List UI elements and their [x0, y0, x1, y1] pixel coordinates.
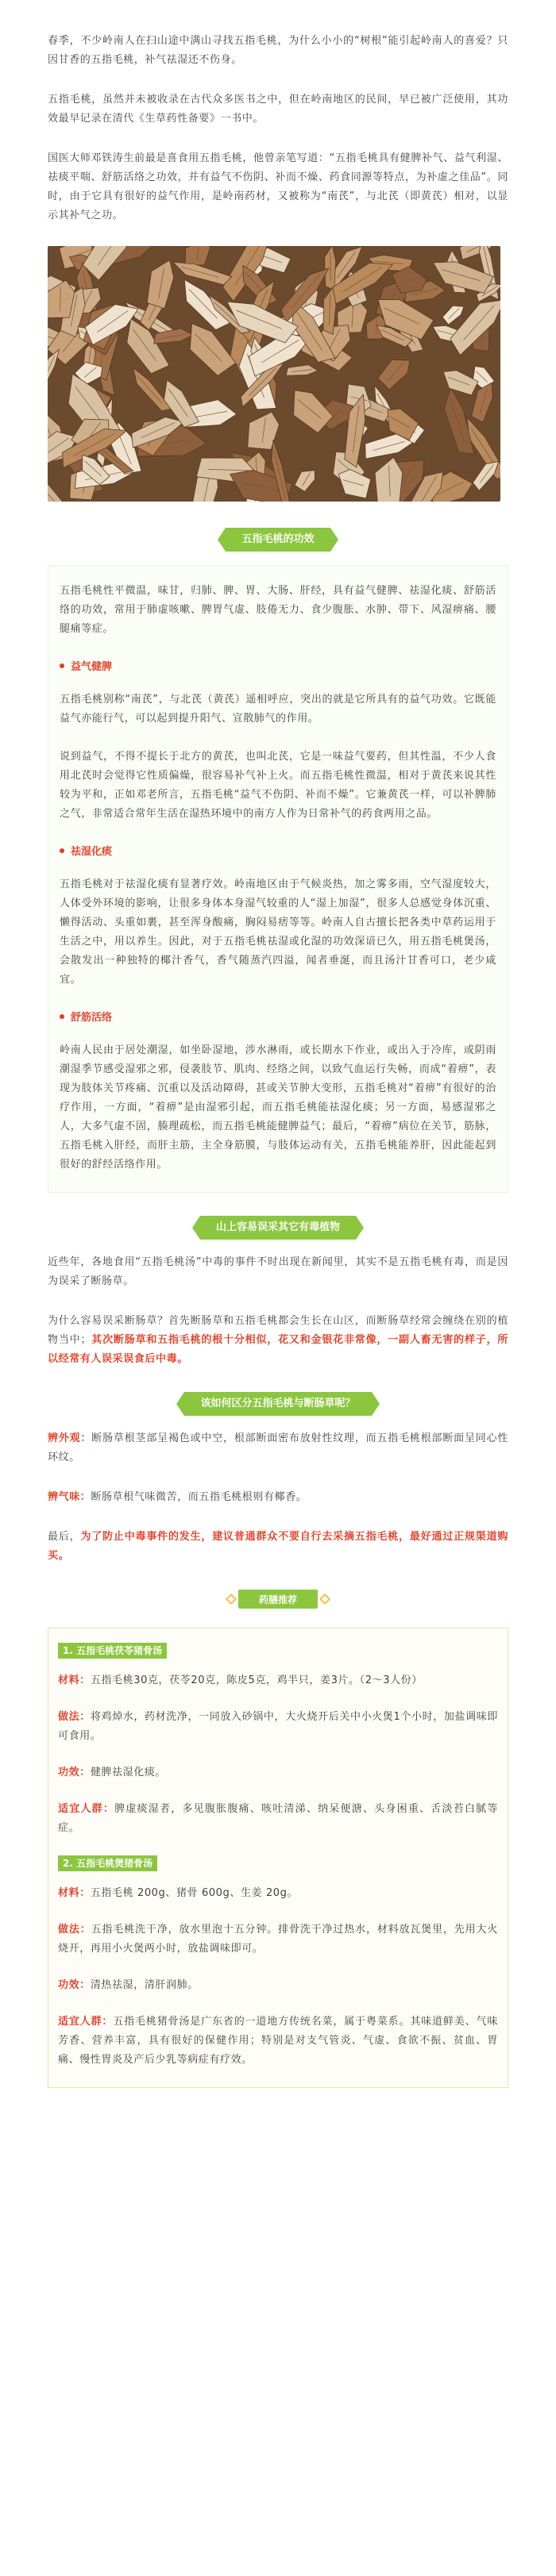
subheading-label: 舒筋活络	[71, 1012, 113, 1024]
line-label: 适宜人群：	[58, 2016, 114, 2028]
poison-paragraph-1: 近些年，各地食用“五指毛桃汤”中毒的事件不时出现在新闻里，其实不是五指毛桃有毒，而是因为误采了断肠草。	[48, 1256, 508, 1287]
line-text: 五指毛桃洗干净，放水里泡十五分钟。排骨洗干净过热水，材料放瓦煲里，先用大火烧开，再用小火煲两小时，放盐调味即可。	[58, 1924, 498, 1955]
line-text: 清热祛湿，清肝润肺。	[90, 1979, 199, 1991]
subheading-label: 祛湿化痰	[71, 846, 113, 858]
line-label: 做法：	[58, 1924, 91, 1936]
qi-paragraph-2: 说到益气，不得不提长于北方的黄芪，也叫北芪，它是一味益气要药，但其性温，不少人食用北芪时会觉得它性质偏燥，很容易补气补上火。而五指毛桃性微温，相对于黄芪来说其性较为平和，正如邓老所言，五指毛桃“益气不伤阴、补而不燥”。它兼黄芪一样，可以补脾肺之气，非常适合常年生活在湿热环境中的南方人作为日常补气的药食两用之品。	[60, 751, 496, 820]
line-text: 健脾祛湿化痰。	[90, 1767, 167, 1778]
advice-warning: 为了防止中毒事件的发生，建议普通群众不要自行去采摘五指毛桃，最好通过正规渠道购买。	[48, 1531, 508, 1562]
poison-warning-text: 其次断肠草和五指毛桃的根十分相似，花又和金银花非常像，一副人畜无害的样子，所以经常有人误采误食后中毒。	[48, 1334, 508, 1365]
smell-text: 断肠草根气味微苦，而五指毛桃根则有椰香。	[91, 1491, 307, 1503]
line-label: 材料：	[58, 1887, 91, 1899]
subheading-meridians	[60, 1009, 496, 1024]
appearance-label: 辨外观：	[48, 1432, 92, 1444]
effects-card	[48, 565, 508, 1193]
recipe-1-effect	[58, 1763, 498, 1782]
line-text: 五指毛桃猪骨汤是广东省的一道地方传统名菜，属于粤菜系。其味道鲜美、气味芳香、营养丰富，具有很好的保健作用；特别是对支气管炎、气虚、食欲不振、贫血、胃痛、慢性胃炎及产后少乳等病症有疗效。	[58, 2016, 498, 2066]
recipe-1-materials	[58, 1671, 498, 1690]
distinguish-advice	[48, 1528, 508, 1566]
recipe-1-method	[58, 1708, 498, 1746]
red-dot-icon	[60, 848, 64, 853]
appearance-text: 断肠草根茎部呈褐色或中空，根部断面密布放射性纹理，而五指毛桃根部断面呈同心性环纹。	[48, 1432, 508, 1463]
line-text: 将鸡焯水，药材洗净，一同放入砂锅中，大火烧开后关中小火煲1个小时，加盐调味即可食用。	[58, 1711, 498, 1742]
line-label: 适宜人群：	[58, 1803, 115, 1815]
recipes-heading	[48, 1586, 508, 1615]
recipes-card	[48, 1628, 508, 2088]
poison-lead-text: 为什么容易误采断肠草？首先断肠草和五指毛桃都会生长在山区，而断肠草经常会缠绕在别的植物当中；	[48, 1315, 508, 1346]
distinguish-smell	[48, 1488, 508, 1507]
line-text: 脾虚痰湿者，多见腹胀腹痛、咳吐清涕、纳呆便溏、头身困重、舌淡苔白腻等症。	[58, 1803, 498, 1834]
recipe-2-suitable	[58, 2013, 498, 2070]
red-dot-icon	[60, 1014, 64, 1019]
subheading-dampness	[60, 843, 496, 858]
section-heading-poison	[48, 1213, 508, 1242]
meridians-paragraph: 岭南人民由于居处潮湿，如坐卧湿地，涉水淋雨，或长期水下作业，或出入于冷库，或阴雨潮湿季节感受湿邪之邪，侵袭肢节、肌肉、经络之间，以致气血运行失畅，而成“着痹”，表现为肢体关节疼痛、沉重以及活动障碍，甚或关节肿大变形，五指毛桃对“着痹”有很好的治疗作用，一方面，“着痹”是由湿邪引起，而五指毛桃能祛湿化痰；另一方面，易感湿邪之人，大多气虚不固，腠理疏松，而五指毛桃能健脾益气；最后，“着痹”病位在关节，筋脉，五指毛桃入肝经，而肝主筋，主全身筋膜，与肢体运动有关，五指毛桃能养肝，因此能起到很好的舒经活络作用。	[60, 1044, 496, 1171]
section-heading-label: 该如何区分五指毛桃与断肠草呢？	[184, 1392, 371, 1416]
line-label: 功效：	[58, 1979, 91, 1991]
intro-paragraph-1: 春季，不少岭南人在扫山途中满山寻找五指毛桃，为什么小小的“树根”能引起岭南人的喜爱？只因甘香的五指毛桃，补气祛湿还不伤身。	[48, 35, 508, 66]
root-slices-image	[48, 246, 500, 502]
intro-paragraph-2: 五指毛桃，虽然并未被收录在古代众多医书之中，但在岭南地区的民间，早已被广泛使用，其功效最早记录在清代《生草药性备要》一书中。	[48, 94, 508, 125]
line-text: 五指毛桃30克，茯苓20克，陈皮5克，鸡半只，姜3片。（2～3人份）	[90, 1674, 423, 1686]
recipes-badge	[222, 1586, 334, 1612]
line-label: 做法：	[58, 1711, 91, 1723]
distinguish-appearance	[48, 1429, 508, 1467]
section-heading-label: 五指毛桃的功效	[226, 528, 330, 552]
dampness-paragraph: 五指毛桃对于祛湿化痰有显著疗效。岭南地区由于气候炎热，加之雾多雨，空气湿度较大，人体受外环境的影响，让很多身体本身湿气较重的人“湿上加湿”，很多人总感觉身体沉重、懒得活动、头重如裹，甚至浑身酸痛，胸闷易痞等等。岭南人自古擅长把各类中草药运用于生活之中，用以养生。因此，对于五指毛桃祛湿或化湿的功效深谙已久，用五指毛桃煲汤，会散发出一种独特的椰汁香气，香气随蒸汽四溢，闻者垂涎，而且汤汁甘香可口，老少咸宜。	[60, 879, 496, 986]
line-label: 材料：	[58, 1674, 91, 1686]
badge-label: 药膳推荐	[258, 1594, 297, 1605]
subheading-qi	[60, 658, 496, 673]
subheading-label: 益气健脾	[71, 661, 113, 673]
intro-paragraph-3: 国医大师邓铁涛生前最是喜食用五指毛桃，他曾亲笔写道：“五指毛桃具有健脾补气、益气利湿、祛痰平喘、舒筋活络之功效，并有益气不伤阴、补而不燥、药食同源等特点，为补虚之佳品”。同时，由于它具有很好的益气作用，是岭南药材，又被称为“南芪”，与北芪（即黄芪）相对，以显示其补气之功。	[48, 152, 508, 221]
section-heading-effects	[48, 525, 508, 554]
effects-lead: 五指毛桃性平微温，味甘，归肺、脾、胃、大肠、肝经，具有益气健脾、祛湿化痰、舒筋活络的功效，常用于肺虚咳嗽、脾胃气虚、肢倦无力、食少腹胀、水肿、带下、风湿痹痛、腰腿痛等症。	[60, 585, 496, 635]
section-heading-distinguish	[48, 1390, 508, 1418]
smell-label: 辨气味：	[48, 1491, 91, 1503]
wuzhimaotao-root-photo	[48, 246, 500, 502]
line-text: 五指毛桃 200g、猪骨 600g、生姜 20g。	[90, 1887, 299, 1899]
advice-lead: 最后，	[48, 1531, 81, 1543]
recipe-2-effect	[58, 1976, 498, 1995]
red-dot-icon	[60, 663, 64, 668]
section-heading-label: 山上容易误采其它有毒植物	[200, 1216, 356, 1240]
poison-paragraph-2	[48, 1312, 508, 1369]
line-label: 功效：	[58, 1767, 91, 1778]
qi-paragraph-1: 五指毛桃别称“南芪”，与北芪（黄芪）遥相呼应，突出的就是它所具有的益气功效。它既能益气亦能行气，可以起到提升阳气、宣散肺气的作用。	[60, 694, 496, 725]
recipe-1-title: 1. 五指毛桃茯苓猪骨汤	[58, 1643, 167, 1659]
recipe-2-materials	[58, 1884, 498, 1903]
recipe-2-title: 2. 五指毛桃煲猪骨汤	[58, 1855, 157, 1871]
recipe-1-suitable	[58, 1800, 498, 1838]
recipe-2-method	[58, 1920, 498, 1959]
